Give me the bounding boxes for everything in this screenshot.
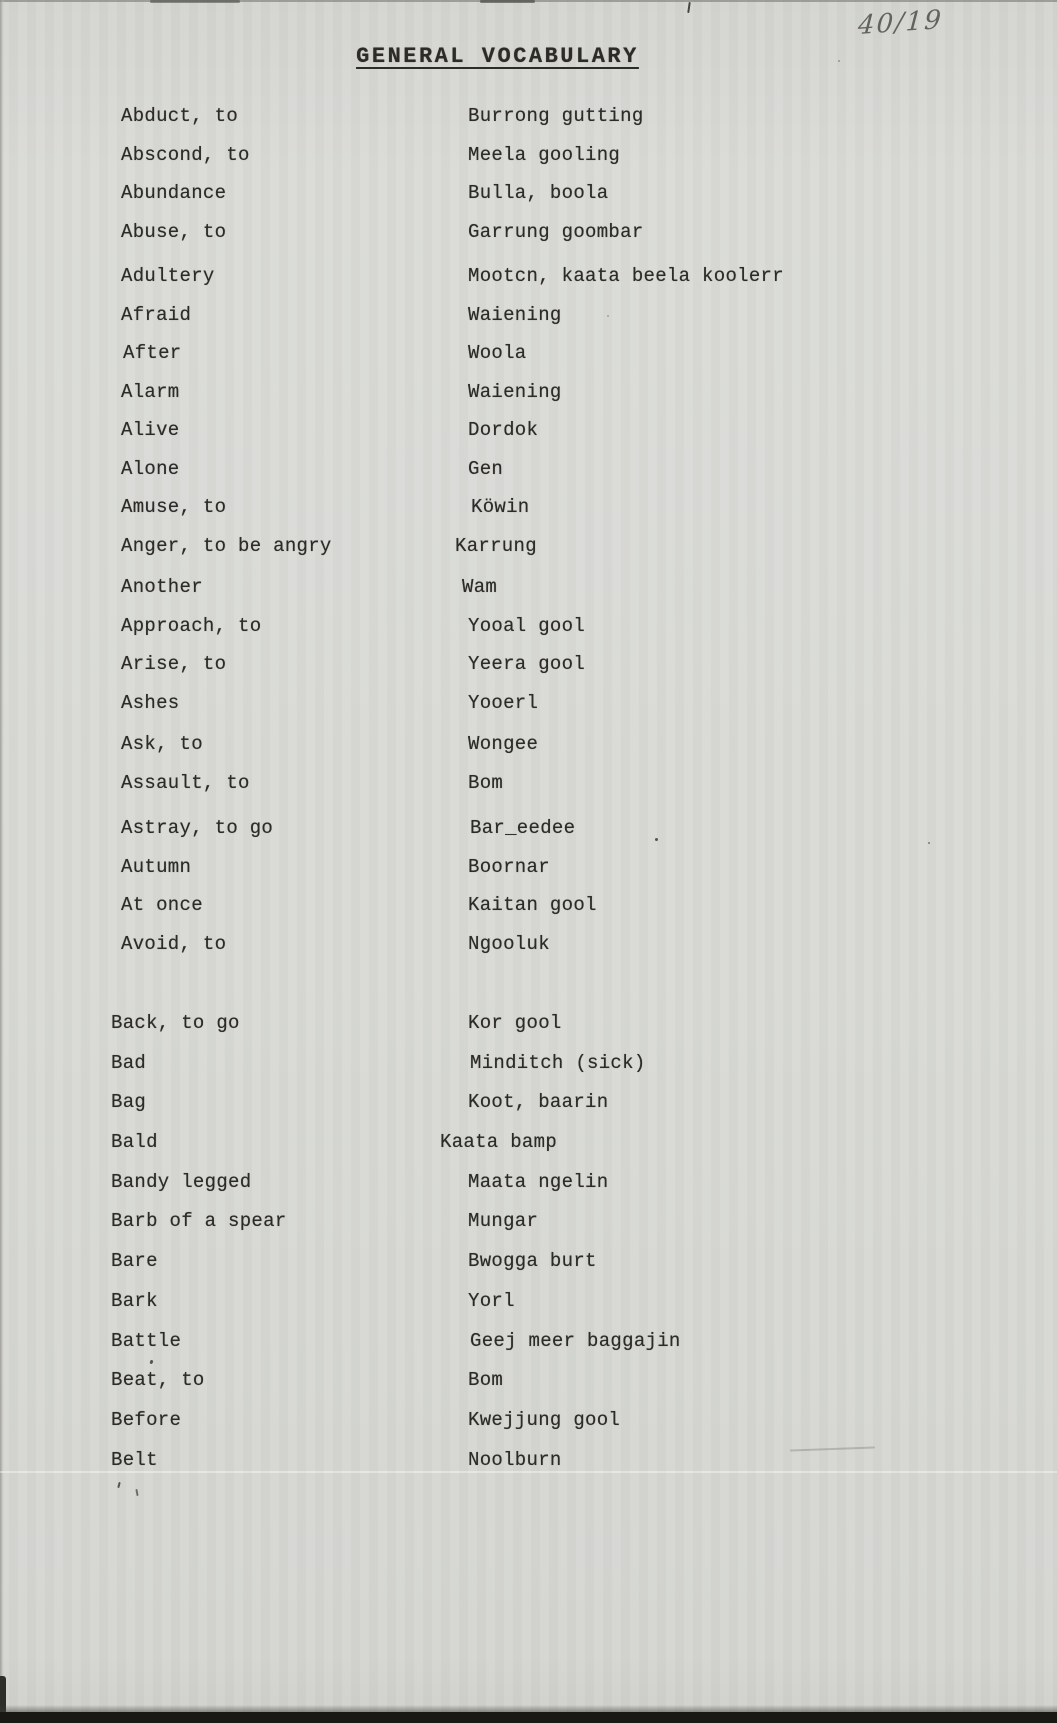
vocab-row — [0, 457, 1057, 496]
vocab-term: Ask, to — [121, 733, 203, 755]
vocab-translation: Kaitan gool — [468, 894, 597, 916]
vocab-row — [0, 893, 1057, 932]
vocab-translation: Ngooluk — [468, 932, 550, 955]
vocab-translation: Wam — [462, 576, 498, 598]
ink-speck — [135, 1489, 138, 1496]
vocab-term: Assault, to — [121, 771, 250, 794]
vocab-term: Arise, to — [121, 653, 227, 675]
vocab-term: Back, to go — [111, 1012, 240, 1034]
vocab-row — [0, 771, 1057, 810]
vocab-row — [0, 143, 1057, 182]
vocab-term: Afraid — [121, 303, 192, 326]
ink-speck — [607, 315, 609, 317]
vocab-term: Astray, to go — [121, 817, 274, 839]
vocab-translation: Bom — [468, 1369, 504, 1392]
vocab-row — [0, 380, 1057, 419]
vocab-term: Abduct, to — [121, 105, 239, 127]
vocab-row — [0, 220, 1057, 259]
vocab-term: Bare — [111, 1250, 158, 1273]
vocab-term: Battle — [111, 1329, 182, 1352]
vocab-row — [0, 732, 1057, 771]
vocab-translation: Geej meer baggajin — [470, 1329, 681, 1352]
ink-speck — [655, 838, 658, 841]
vocab-translation: Waiening — [468, 380, 562, 403]
vocab-term: Bag — [111, 1091, 147, 1114]
vocab-row — [0, 932, 1057, 971]
vocab-translation: Minditch (sick) — [470, 1051, 646, 1074]
vocab-row — [0, 534, 1057, 573]
vocab-row — [0, 1289, 1057, 1329]
vocab-translation: Meela gooling — [468, 143, 621, 166]
vocab-translation: Burrong gutting — [468, 105, 644, 127]
vocab-row — [0, 264, 1057, 303]
vocab-translation: Gen — [468, 457, 504, 480]
vocab-row — [0, 652, 1057, 691]
vocab-row — [0, 575, 1057, 614]
vocab-row — [0, 1329, 1057, 1369]
vocab-translation: Kor gool — [468, 1012, 562, 1034]
handwritten-page-number: 40/19 — [857, 4, 944, 42]
vocab-term: Amuse, to — [121, 496, 227, 518]
vocab-row — [0, 855, 1057, 894]
vocab-term: Barb of a spear — [111, 1210, 287, 1233]
vocab-term: Ashes — [121, 691, 180, 714]
vocab-translation: Maata ngelin — [468, 1170, 609, 1193]
vocab-translation: Köwin — [471, 496, 530, 518]
vocab-translation: Mungar — [468, 1210, 539, 1233]
vocab-translation: Waiening — [468, 303, 562, 326]
vocab-translation: Bulla, boola — [468, 182, 609, 204]
vocab-translation: Wongee — [468, 733, 539, 755]
vocab-section-b — [0, 1011, 1057, 1487]
vocab-translation: Koot, baarin — [468, 1091, 609, 1114]
vocab-row — [0, 104, 1057, 143]
ink-speck — [928, 842, 930, 844]
vocab-row — [0, 1051, 1057, 1091]
vocab-translation: Mootcn, kaata beela koolerr — [468, 265, 784, 287]
vocab-term: Anger, to be angry — [121, 534, 332, 557]
vocab-term: Alarm — [121, 380, 180, 403]
vocab-row — [0, 1011, 1057, 1051]
vocab-translation: Garrung goombar — [468, 220, 644, 243]
vocab-translation: Karrung — [455, 534, 537, 557]
vocab-term: Bald — [111, 1131, 158, 1154]
vocab-translation: Bwogga burt — [468, 1250, 597, 1273]
vocab-term: At once — [121, 894, 203, 916]
vocab-term: Belt — [111, 1448, 158, 1471]
scan-edge-left — [0, 0, 4, 1723]
page-title: GENERAL VOCABULARY — [356, 44, 639, 69]
vocab-term: Bandy legged — [111, 1170, 252, 1193]
vocab-term: After — [123, 342, 182, 364]
vocab-translation: Yeera gool — [468, 653, 586, 675]
scan-smudge — [480, 0, 535, 3]
vocab-row — [0, 303, 1057, 342]
vocab-translation: Woola — [468, 342, 527, 364]
vocab-term: Abuse, to — [121, 220, 227, 243]
vocab-row — [0, 614, 1057, 653]
vocab-term: Before — [111, 1408, 182, 1431]
vocab-section-a — [0, 104, 1057, 970]
scan-edge-bottom — [0, 1712, 1057, 1723]
vocab-row — [0, 691, 1057, 730]
vocab-term: Abscond, to — [121, 143, 250, 166]
vocab-translation: Noolburn — [468, 1448, 562, 1471]
vocab-row — [0, 1448, 1057, 1488]
vocab-term: Autumn — [121, 855, 192, 878]
vocab-row — [0, 1130, 1057, 1170]
ink-speck — [838, 60, 840, 62]
stray-tick-mark — [687, 2, 691, 13]
vocab-row — [0, 1170, 1057, 1210]
vocab-term: Bark — [111, 1289, 158, 1312]
vocab-translation: Kaata bamp — [440, 1131, 558, 1154]
scan-streak — [0, 1471, 1057, 1473]
vocab-term: Alone — [121, 457, 180, 480]
vocab-row — [0, 181, 1057, 220]
vocab-translation: Boornar — [468, 855, 550, 878]
vocab-term: Alive — [121, 419, 180, 441]
scan-edge-bottom-fade — [0, 1705, 1057, 1712]
vocab-translation: Bar_eedee — [470, 817, 576, 839]
vocab-term: Beat, to — [111, 1369, 205, 1392]
vocab-translation: Yooerl — [468, 691, 539, 714]
vocab-row — [0, 1249, 1057, 1289]
scan-smudge — [150, 0, 240, 3]
vocab-term: Avoid, to — [121, 932, 227, 955]
vocab-row — [0, 1090, 1057, 1130]
vocab-term: Adultery — [121, 265, 215, 287]
vocab-term: Bad — [111, 1051, 147, 1074]
vocab-row — [0, 1209, 1057, 1249]
vocab-translation: Bom — [468, 771, 504, 794]
vocab-translation: Yorl — [468, 1289, 515, 1312]
vocab-row — [0, 495, 1057, 534]
vocab-translation: Kwejjung gool — [468, 1408, 621, 1431]
vocab-term: Abundance — [121, 182, 227, 204]
vocab-translation: Yooal gool — [468, 614, 586, 637]
vocab-translation: Dordok — [468, 419, 539, 441]
vocab-row — [0, 341, 1057, 380]
vocab-row — [0, 1368, 1057, 1408]
vocab-term: Another — [121, 576, 203, 598]
vocab-row — [0, 1408, 1057, 1448]
vocab-row — [0, 816, 1057, 855]
vocab-term: Approach, to — [121, 614, 262, 637]
vocab-row — [0, 418, 1057, 457]
